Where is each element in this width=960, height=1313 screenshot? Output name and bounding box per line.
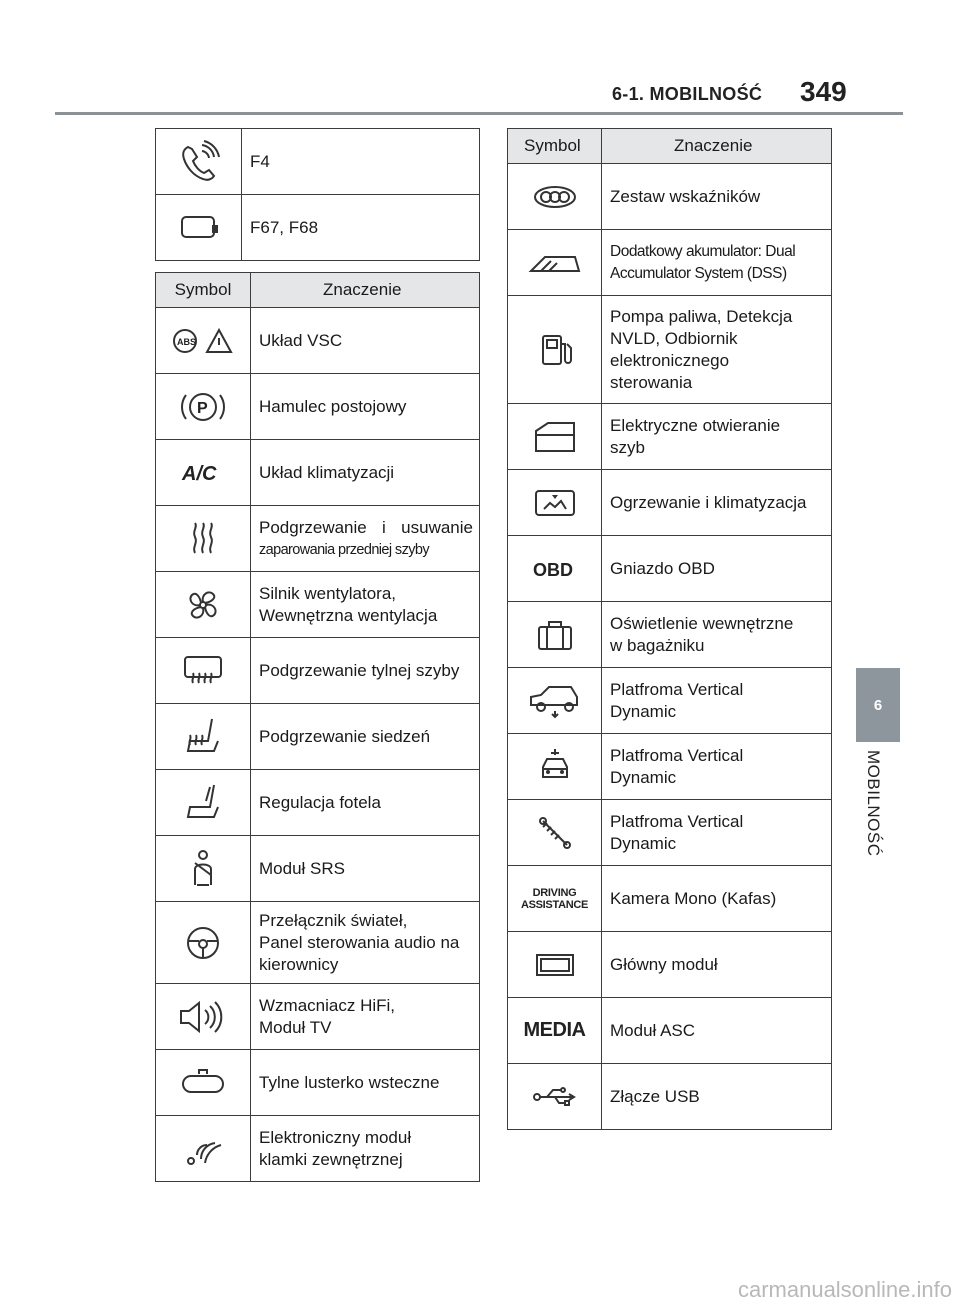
table-row bbox=[156, 440, 480, 506]
meaning-text: F4 bbox=[242, 129, 480, 195]
media-label: MEDIA bbox=[523, 1019, 586, 1041]
meaning-line-3: kierownicy bbox=[259, 954, 339, 974]
watermark: carmanualsonline.info bbox=[737, 1277, 952, 1302]
meaning-text: Kamera Mono (Kafas) bbox=[602, 866, 832, 932]
meaning-text bbox=[602, 668, 832, 734]
meaning-line-2: zaparowania przedniej szyby bbox=[259, 541, 429, 558]
table-row bbox=[508, 932, 832, 998]
header-row bbox=[156, 273, 480, 308]
meaning-text bbox=[251, 506, 480, 572]
meaning-header: Znaczenie bbox=[251, 273, 480, 308]
table-row bbox=[508, 800, 832, 866]
meaning-text: Podgrzewanie siedzeń bbox=[251, 704, 480, 770]
battery-car-icon bbox=[508, 230, 602, 296]
meaning-text: Regulacja fotela bbox=[251, 770, 480, 836]
meaning-text bbox=[251, 1116, 480, 1182]
window-icon bbox=[508, 404, 602, 470]
meaning-text: Ogrzewanie i klimatyzacja bbox=[602, 470, 832, 536]
meaning-text bbox=[602, 230, 832, 296]
seat-heating-icon bbox=[156, 704, 251, 770]
meaning-text bbox=[602, 800, 832, 866]
svg-text:P: P bbox=[197, 399, 208, 417]
meaning-line-2: szyb bbox=[610, 437, 645, 457]
meaning-text: Podgrzewanie tylnej szyby bbox=[251, 638, 480, 704]
svg-text:A/C: A/C bbox=[182, 462, 217, 485]
meaning-text: Moduł ASC bbox=[602, 998, 832, 1064]
table-row bbox=[156, 1050, 480, 1116]
meaning-line-2: w bagażniku bbox=[610, 635, 705, 655]
table-row bbox=[508, 470, 832, 536]
meaning-text: Hamulec postojowy bbox=[251, 374, 480, 440]
meaning-line-3: elektronicznego bbox=[610, 350, 730, 370]
ac-icon bbox=[156, 440, 251, 506]
header-row bbox=[508, 129, 832, 164]
phone-icon bbox=[156, 129, 242, 195]
meaning-line-1: Platfroma Vertical bbox=[610, 745, 744, 765]
bluetooth-device-icon bbox=[156, 195, 242, 261]
steering-wheel-icon bbox=[156, 902, 251, 984]
right-table bbox=[507, 128, 832, 1130]
usb-icon bbox=[508, 1064, 602, 1130]
meaning-text bbox=[251, 572, 480, 638]
table-row bbox=[508, 296, 832, 404]
meaning-line-1: Elektroniczny moduł bbox=[259, 1127, 412, 1147]
seat-adjust-icon bbox=[156, 770, 251, 836]
meaning-line-1: Przełącznik świateł, bbox=[259, 910, 408, 930]
table-row bbox=[508, 536, 832, 602]
meaning-line-1: Elektryczne otwieranie bbox=[610, 415, 781, 435]
meaning-text bbox=[602, 404, 832, 470]
airbag-icon bbox=[156, 836, 251, 902]
meaning-text: Zestaw wskaźników bbox=[602, 164, 832, 230]
meaning-line-2: Dynamic bbox=[610, 701, 677, 721]
meaning-line-4: sterowania bbox=[610, 372, 693, 392]
table-row bbox=[508, 866, 832, 932]
table-row bbox=[508, 602, 832, 668]
header-rule bbox=[55, 112, 903, 115]
meaning-line-1: Wzmacniacz HiFi, bbox=[259, 995, 396, 1015]
meaning-text: Moduł SRS bbox=[251, 836, 480, 902]
fan-icon bbox=[156, 572, 251, 638]
table-row bbox=[156, 638, 480, 704]
meaning-text: Tylne lusterko wsteczne bbox=[251, 1050, 480, 1116]
climate-icon bbox=[508, 470, 602, 536]
table-row bbox=[508, 734, 832, 800]
table-row bbox=[156, 770, 480, 836]
table-row bbox=[156, 129, 480, 195]
table-row bbox=[156, 704, 480, 770]
meaning-text bbox=[251, 902, 480, 984]
abs-traction-icon bbox=[156, 308, 251, 374]
meaning-line-1: Dodatkowy akumulator: Dual bbox=[610, 242, 796, 260]
symbol-header: Symbol bbox=[508, 129, 602, 164]
front-defrost-icon bbox=[156, 506, 251, 572]
parking-brake-icon bbox=[156, 374, 251, 440]
shock-absorber-icon bbox=[508, 800, 602, 866]
driving-assistance-icon bbox=[508, 866, 602, 932]
table-row bbox=[508, 668, 832, 734]
meaning-line-1: Podgrzewanie i usuwanie bbox=[259, 517, 473, 537]
table-row bbox=[156, 374, 480, 440]
table-row bbox=[508, 404, 832, 470]
table-row bbox=[156, 984, 480, 1050]
assistance-label: ASSISTANCE bbox=[520, 898, 589, 911]
left-table bbox=[155, 272, 480, 1182]
meaning-text: Układ klimatyzacji bbox=[251, 440, 480, 506]
meaning-header: Znaczenie bbox=[602, 129, 832, 164]
suv-icon bbox=[508, 668, 602, 734]
meaning-text bbox=[602, 296, 832, 404]
section-title: 6-1. MOBILNOŚĆ bbox=[612, 84, 763, 104]
svg-text:OBD: OBD bbox=[532, 559, 573, 580]
meaning-line-2: Panel sterowania audio na bbox=[259, 932, 460, 952]
meaning-line-1: Pompa paliwa, Detekcja bbox=[610, 306, 793, 326]
table-row bbox=[508, 164, 832, 230]
meaning-line-2: klamki zewnętrznej bbox=[259, 1149, 403, 1169]
car-front-icon bbox=[508, 734, 602, 800]
table-row bbox=[156, 836, 480, 902]
trunk-light-icon bbox=[508, 602, 602, 668]
meaning-line-2: NVLD, Odbiornik bbox=[610, 328, 738, 348]
meaning-line-2: Wewnętrzna wentylacja bbox=[259, 605, 438, 625]
table-row bbox=[156, 506, 480, 572]
meaning-line-1: Silnik wentylatora, bbox=[259, 583, 397, 603]
fuel-pump-icon bbox=[508, 296, 602, 404]
table-row bbox=[508, 998, 832, 1064]
meaning-line-1: Platfroma Vertical bbox=[610, 679, 744, 699]
chapter-tab[interactable]: 6 bbox=[856, 668, 900, 742]
meaning-text bbox=[602, 602, 832, 668]
chapter-label: MOBILNOŚĆ bbox=[864, 750, 883, 857]
table-row bbox=[156, 572, 480, 638]
svg-text:ABS: ABS bbox=[177, 336, 197, 347]
meaning-text: Układ VSC bbox=[251, 308, 480, 374]
meaning-line-1: Oświetlenie wewnętrzne bbox=[610, 613, 794, 633]
meaning-text: Złącze USB bbox=[602, 1064, 832, 1130]
door-handle-signal-icon bbox=[156, 1116, 251, 1182]
meaning-line-2: Dynamic bbox=[610, 833, 677, 853]
meaning-line-1: Platfroma Vertical bbox=[610, 811, 744, 831]
meaning-line-2: Moduł TV bbox=[259, 1017, 332, 1037]
meaning-text bbox=[251, 984, 480, 1050]
table-row bbox=[508, 1064, 832, 1130]
meaning-text bbox=[602, 734, 832, 800]
rear-defrost-icon bbox=[156, 638, 251, 704]
speaker-icon bbox=[156, 984, 251, 1050]
meaning-line-2: Dynamic bbox=[610, 767, 677, 787]
meaning-line-2: Accumulator System (DSS) bbox=[610, 264, 787, 282]
table-row bbox=[156, 195, 480, 261]
mirror-icon bbox=[156, 1050, 251, 1116]
table-row bbox=[156, 1116, 480, 1182]
instrument-cluster-icon bbox=[508, 164, 602, 230]
top-left-table bbox=[155, 128, 480, 261]
page-number: 349 bbox=[800, 76, 847, 107]
meaning-text: Główny moduł bbox=[602, 932, 832, 998]
screen-icon bbox=[508, 932, 602, 998]
meaning-text: Gniazdo OBD bbox=[602, 536, 832, 602]
symbol-header: Symbol bbox=[156, 273, 251, 308]
meaning-text: F67, F68 bbox=[242, 195, 480, 261]
table-row bbox=[156, 308, 480, 374]
obd-icon bbox=[508, 536, 602, 602]
table-row bbox=[508, 230, 832, 296]
table-row bbox=[156, 902, 480, 984]
driving-label: DRIVING bbox=[532, 886, 577, 899]
media-icon bbox=[508, 998, 602, 1064]
